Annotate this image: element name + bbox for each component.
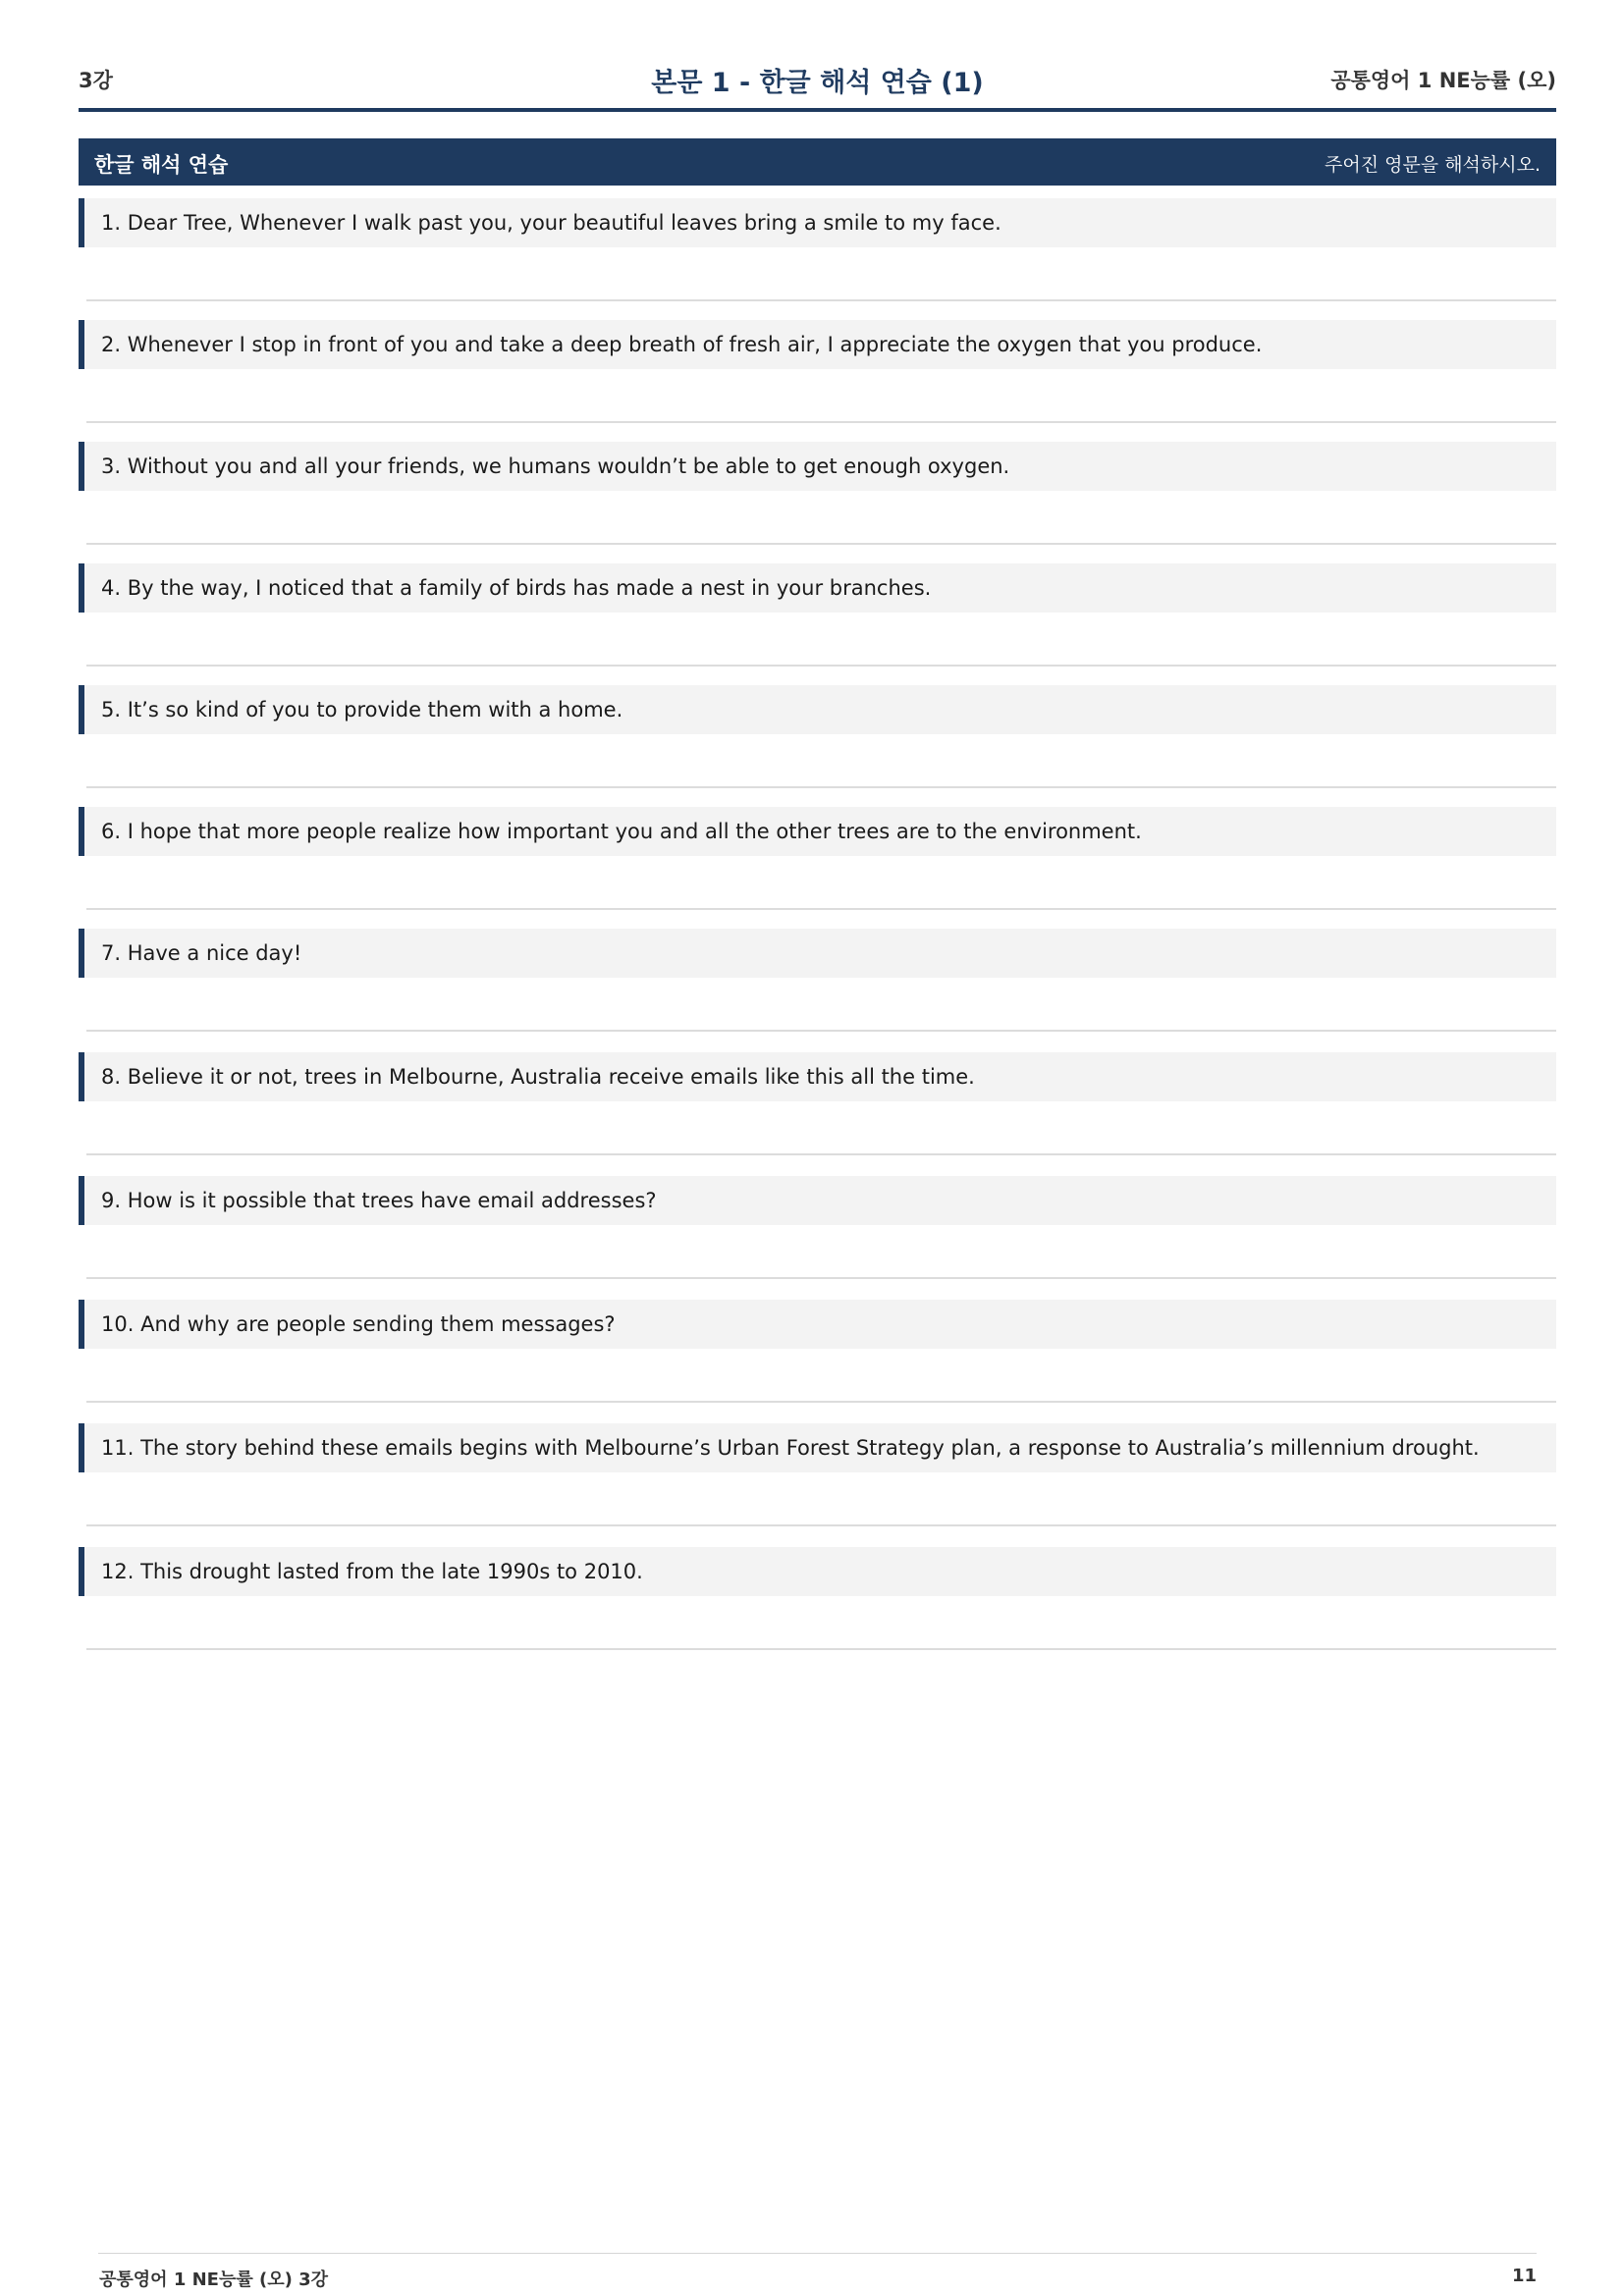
english-sentence: 6. I hope that more people realize how important you and all the other trees are to the environment. (79, 807, 1556, 856)
header-divider (79, 108, 1556, 112)
english-sentence: 12. This drought lasted from the late 1990s to 2010. (79, 1547, 1556, 1596)
section-header (79, 138, 1556, 186)
page-header (79, 61, 1556, 110)
english-sentence: 4. By the way, I noticed that a family of birds has made a nest in your branches. (79, 563, 1556, 613)
answer-line[interactable] (86, 1401, 1556, 1403)
answer-line[interactable] (86, 665, 1556, 667)
exercise-item (79, 1176, 1556, 1300)
lesson-label: 3강 (79, 69, 113, 92)
exercise-list (79, 198, 1556, 1671)
answer-line[interactable] (86, 543, 1556, 545)
exercise-item (79, 807, 1556, 929)
page-number: 11 (1511, 2266, 1537, 2286)
answer-line[interactable] (86, 421, 1556, 423)
worksheet-page (79, 0, 1556, 2296)
exercise-item (79, 929, 1556, 1052)
exercise-item (79, 198, 1556, 320)
exercise-item (79, 1052, 1556, 1176)
exercise-item (79, 442, 1556, 563)
answer-line[interactable] (86, 1153, 1556, 1155)
exercise-item (79, 1423, 1556, 1547)
answer-line[interactable] (86, 299, 1556, 301)
exercise-item (79, 685, 1556, 807)
english-sentence: 11. The story behind these emails begins with Melbourne’s Urban Forest Strategy plan, a response to Australia’s millennium drought. (79, 1423, 1556, 1472)
english-sentence: 10. And why are people sending them messages? (79, 1300, 1556, 1349)
exercise-item (79, 320, 1556, 442)
answer-line[interactable] (86, 786, 1556, 788)
answer-line[interactable] (86, 908, 1556, 910)
english-sentence: 7. Have a nice day! (79, 929, 1556, 978)
english-sentence: 8. Believe it or not, trees in Melbourne, Australia receive emails like this all the time. (79, 1052, 1556, 1101)
section-title: 한글 해석 연습 (94, 153, 229, 177)
page-title: 본문 1 - 한글 해석 연습 (1) (651, 68, 984, 98)
answer-line[interactable] (86, 1277, 1556, 1279)
section-instruction: 주어진 영문을 해석하시오. (1324, 154, 1541, 176)
answer-line[interactable] (86, 1648, 1556, 1650)
answer-line[interactable] (86, 1524, 1556, 1526)
exercise-item (79, 1300, 1556, 1423)
english-sentence: 3. Without you and all your friends, we humans wouldn’t be able to get enough oxygen. (79, 442, 1556, 491)
english-sentence: 1. Dear Tree, Whenever I walk past you, your beautiful leaves bring a smile to my face. (79, 198, 1556, 247)
footer-divider (98, 2253, 1537, 2254)
english-sentence: 5. It’s so kind of you to provide them with a home. (79, 685, 1556, 734)
answer-line[interactable] (86, 1030, 1556, 1032)
english-sentence: 2. Whenever I stop in front of you and take a deep breath of fresh air, I appreciate the oxygen that you produce. (79, 320, 1556, 369)
book-title: 공통영어 1 NE능률 (오) (1330, 69, 1556, 92)
english-sentence: 9. How is it possible that trees have email addresses? (79, 1176, 1556, 1225)
exercise-item (79, 1547, 1556, 1671)
exercise-item (79, 563, 1556, 685)
footer-book-lesson: 공통영어 1 NE능률 (오) 3강 (99, 2269, 329, 2290)
